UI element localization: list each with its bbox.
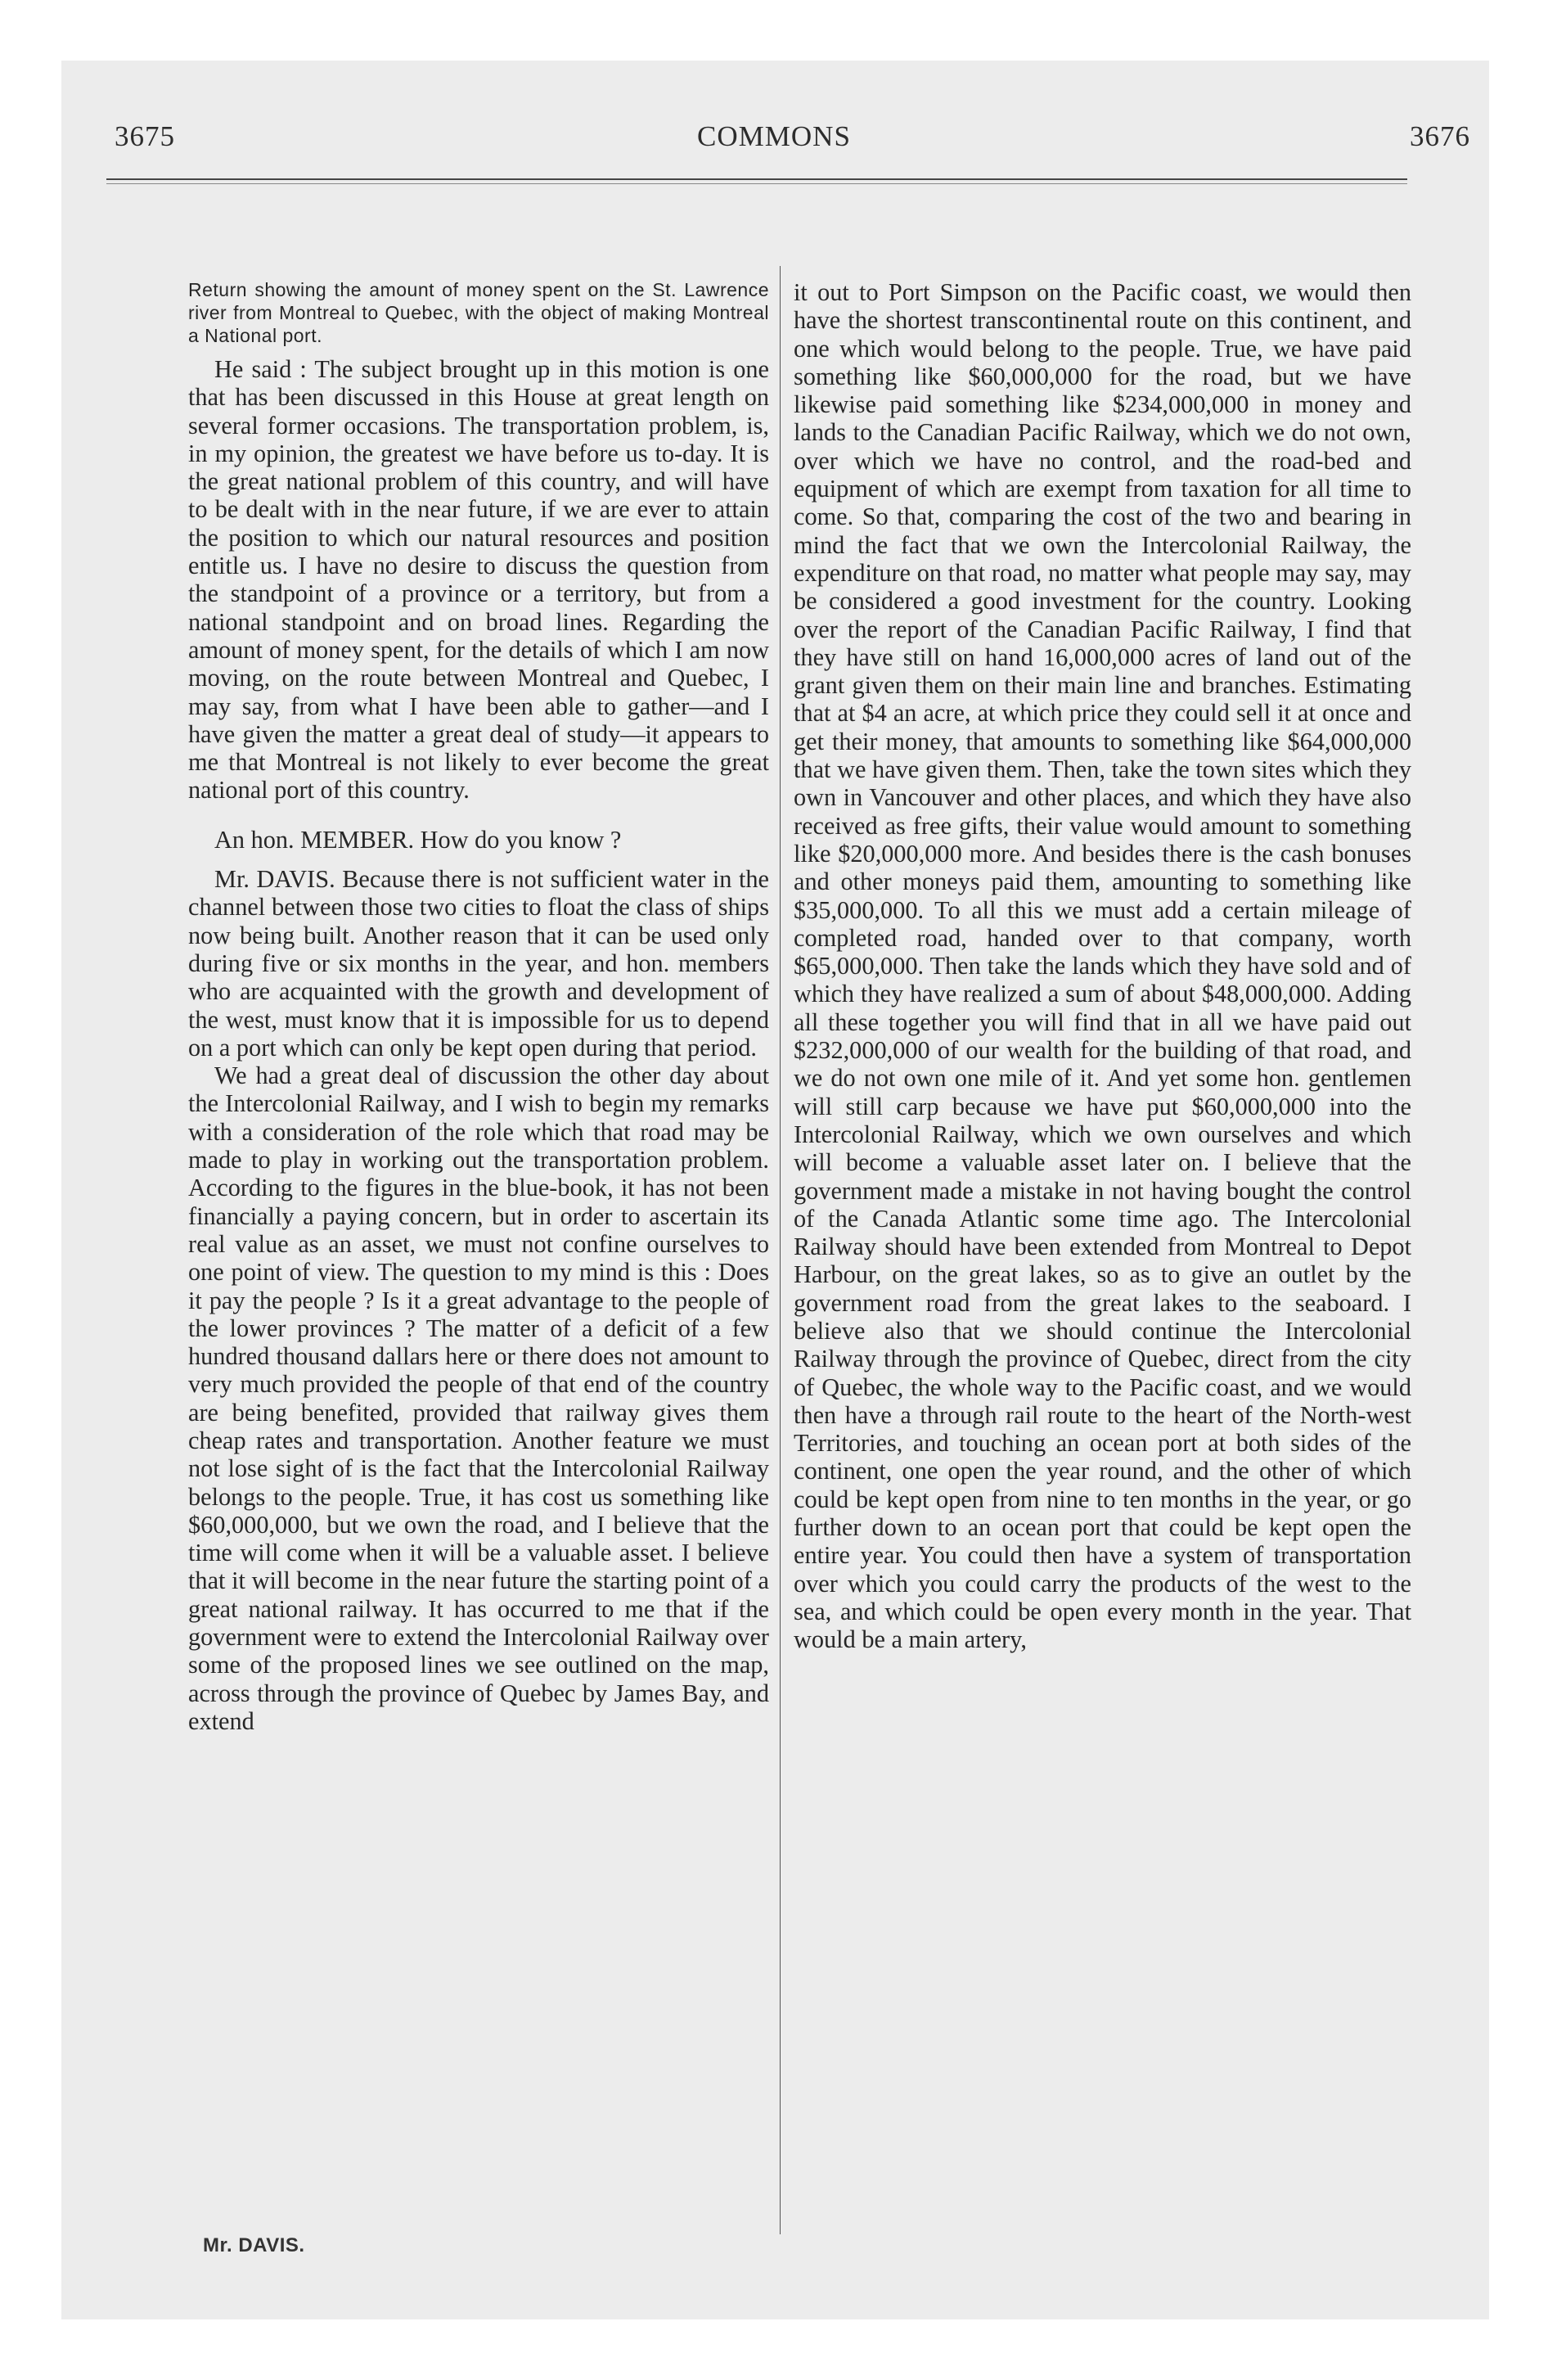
paragraph: Mr. DAVIS. Because there is not sufficient water in the channel between those two cities to float the class of ships now being built. Another reason that it can be used only during five or six months in the year, and hon. members who are acquainted with the growth and development of the west, must know that it is impossible for us to depend on a port which can only be kept open during that period. <box>188 865 769 1062</box>
header-rule <box>106 178 1407 184</box>
page-title: COMMONS <box>697 120 851 152</box>
motion-caption: Return showing the amount of money spent on the St. Lawrence river from Montreal to Quebec, with the object of making Montreal a National port. <box>188 279 769 346</box>
running-footer-speaker: Mr. DAVIS. <box>203 2234 305 2256</box>
page-number-left: 3675 <box>115 120 175 152</box>
paragraph: He said : The subject brought up in this motion is one that has been discussed in this House at great length on several former occasions. The transportation problem, is, in my opinion, the greatest we have before us to-day. It is the great national problem of this country, and will have to be dealt with in the near future, if we are ever to attain the position to which our natural resources and position entitle us. I have no desire to discuss the question from the standpoint of a province or a territory, but from a national standpoint and on broad lines. Regarding the amount of money spent, for the details of which I am now moving, on the route between Montreal and Quebec, I may say, from what I have been able to gather—and I have given the matter a great deal of study—it appears to me that Montreal is not likely to ever become the great national port of this country. <box>188 355 769 805</box>
column-divider <box>780 266 781 2234</box>
paragraph: it out to Port Simpson on the Pacific coast, we would then have the shortest transcontinental route on this continent, and one which would belong to the people. True, we have paid something like $60,000,000 for the road, but we have likewise paid something like $234,000,000 in money and lands to the Canadian Pacific Railway, which we do not own, over which we have no control, and the road-bed and equipment of which are exempt from taxation for all time to come. So that, comparing the cost of the two and bearing in mind the fact that we own the Intercolonial Railway, the expenditure on that road, no matter what people may say, may be considered a good investment for the country. Looking over the report of the Canadian Pacific Railway, I find that they have still on hand 16,000,000 acres of land out of the grant given them on their main line and branches. Estimating that at $4 an acre, at which price they could sell it at once and get their money, that amounts to something like $64,000,000 that we have given them. Then, take the town sites which they own in Vancouver and other places, and which they have also received as free gifts, their value would amount to something like $20,000,000 more. And besides there is the cash bonuses and other moneys paid them, amounting to something like $35,000,000. To all this we must add a certain mileage of completed road, handed over to that company, worth $65,000,000. Then take the lands which they have sold and of which they have realized a sum of about $48,000,000. Adding all these together you will find that in all we have paid out $232,000,000 of our wealth for the building of that road, and we do not own one mile of it. And yet some hon. gentlemen will still carp because we have put $60,000,000 into the Intercolonial Railway, which we own ourselves and which will become a valuable asset later on. I believe that the government made a mistake in not having bought the control of the Canada Atlantic some time ago. The Intercolonial Railway should have been extended from Montreal to Depot Harbour, on the great lakes, so as to give an outlet by the government road from the great lakes to the seaboard. I believe also that we should continue the Intercolonial Railway through the province of Quebec, direct from the city of Quebec, the whole way to the Pacific coast, and we would then have a through rail route to the heart of the North-west Territories, and touching an ocean port at both sides of the continent, one open the year round, and the other of which could be kept open from nine to ten months in the year, or go further down to an ocean port that could be kept open the entire year. You could then have a system of transportation over which you could carry the products of the west to the sea, and which could be open every month in the year. That would be a main artery, <box>794 278 1411 1654</box>
interjection: An hon. MEMBER. How do you know ? <box>214 825 622 854</box>
left-column <box>188 278 769 1735</box>
page-number-right: 3676 <box>1410 120 1470 152</box>
right-column <box>794 278 1411 1654</box>
paragraph: We had a great deal of discussion the other day about the Intercolonial Railway, and I wish to begin my remarks with a consideration of the role which that road may be made to play in working out the transportation problem. According to the figures in the blue-book, it has not been financially a paying concern, but in order to ascertain its real value as an asset, we must not confine ourselves to one point of view. The question to my mind is this : Does it pay the people ? Is it a great advantage to the people of the lower provinces ? The matter of a deficit of a few hundred thousand dallars here or there does not amount to very much provided the people of that end of the country are being benefited, provided that railway gives them cheap rates and transportation. Another feature we must not lose sight of is the fact that the Intercolonial Railway belongs to the people. True, it has cost us something like $60,000,000, but we own the road, and I believe that the time will come when it will be a valuable asset. I believe that it will become in the near future the starting point of a great national railway. It has occurred to me that if the government were to extend the Intercolonial Railway over some of the proposed lines we see outlined on the map, across through the province of Quebec by James Bay, and extend <box>188 1062 769 1735</box>
